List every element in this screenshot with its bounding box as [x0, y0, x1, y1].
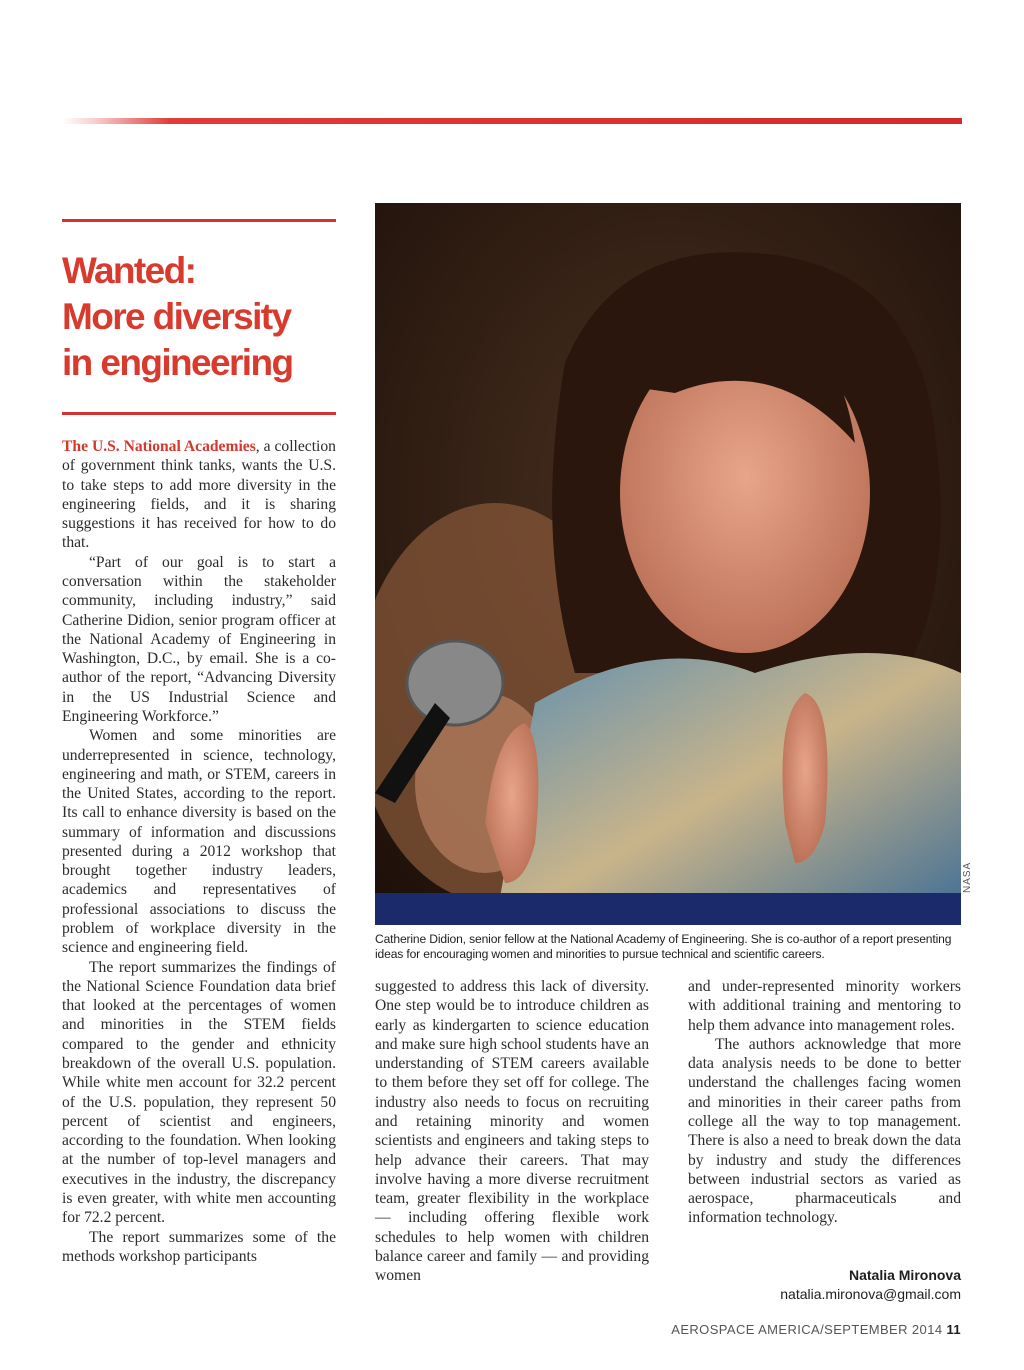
photo-caption: Catherine Didion, senior fellow at the National Academy of Engineering. She is co-author of a report presenting ideas for encouraging women and minorities to pursue technical and scientific careers.	[375, 932, 952, 961]
paragraph: suggested to address this lack of diversity. One step would be to introduce children as early as kindergarten to science education and make sure high school students have an understanding of STEM careers available to them before they set off for college. The industry also needs to focus on recruiting and retaining minority and women scientists and engineers and taking steps to help advance their careers. That may involve having a more diverse recruitment team, greater flexibility in the workplace — including offering flexible work schedules to help women with children balance career and family — and providing women	[375, 978, 649, 1285]
lead-in: The U.S. National Academies	[62, 438, 256, 455]
paragraph: The authors acknowledge that more data analysis needs to be done to better understand the challenges facing women and minorities in their career paths from college all the way to top management. There is also a need to break down the data by industry and study the differences between industrial sectors as varied as aerospace, pharmaceuticals and information technology.	[688, 1035, 961, 1227]
paragraph: The report summarizes the findings of the National Science Foundation data brief that looked at the percentages of women and minorities in the STEM fields compared to the gender and ethnicity breakdown of the overall U.S. population. While white men account for 32.2 percent of the U.S. population, they represent 50 percent of scientist and engineers, according to the foundation. When looking at the number of top-level managers and executives in the industry, the discrepancy is even greater, with white men accounting for 72.2 percent.	[62, 958, 336, 1227]
author-email[interactable]: natalia.mironova@gmail.com	[780, 1286, 961, 1302]
headline-line: Wanted:	[62, 250, 196, 291]
paragraph: Women and some minorities are underrepresented in science, technology, engineering and math, or STEM, careers in the United States, according to the report. Its call to enhance diversity is based on the summary of information and discussions presented during a 2012 workshop that brought together industry leaders, academics and representatives of professional associations to discuss the problem of workplace diversity in the science and engineering field.	[62, 727, 336, 957]
paragraph: The report summarizes some of the methods workshop participants	[62, 1228, 336, 1265]
page-number: 11	[946, 1322, 961, 1337]
paragraph: The U.S. National Academies, a collection of government think tanks, wants the U.S. to take steps to add more diversity in the engineering fields, and it is sharing suggestions it has received for how to do that.	[62, 438, 336, 552]
author-name: Natalia Mironova	[848, 1267, 961, 1283]
article-column-3	[688, 977, 961, 1228]
headline-top-rule	[62, 219, 336, 222]
headline-bottom-rule	[62, 412, 336, 415]
article-column-2	[375, 977, 649, 1286]
article-headline	[62, 248, 352, 386]
photo-credit: NASA	[962, 861, 973, 893]
paragraph: and under-represented minority workers with additional training and mentoring to help them advance into management roles.	[688, 978, 961, 1034]
speaker-photo	[375, 203, 961, 925]
article-column-1	[62, 437, 336, 1266]
headline-line: in engineering	[62, 342, 293, 383]
top-accent-rule	[62, 118, 962, 124]
page-footer	[671, 1322, 961, 1337]
publication-info: AEROSPACE AMERICA/SEPTEMBER 2014	[671, 1322, 943, 1337]
headline-line: More diversity	[62, 296, 291, 337]
paragraph: “Part of our goal is to start a conversation within the stakeholder community, including industry,” said Catherine Didion, senior program officer at the National Academy of Engineering in Washington, D.C., by email. She is a co-author of the report, “Advancing Diversity in the US Industrial Science and Engineering Workforce.”	[62, 553, 336, 725]
